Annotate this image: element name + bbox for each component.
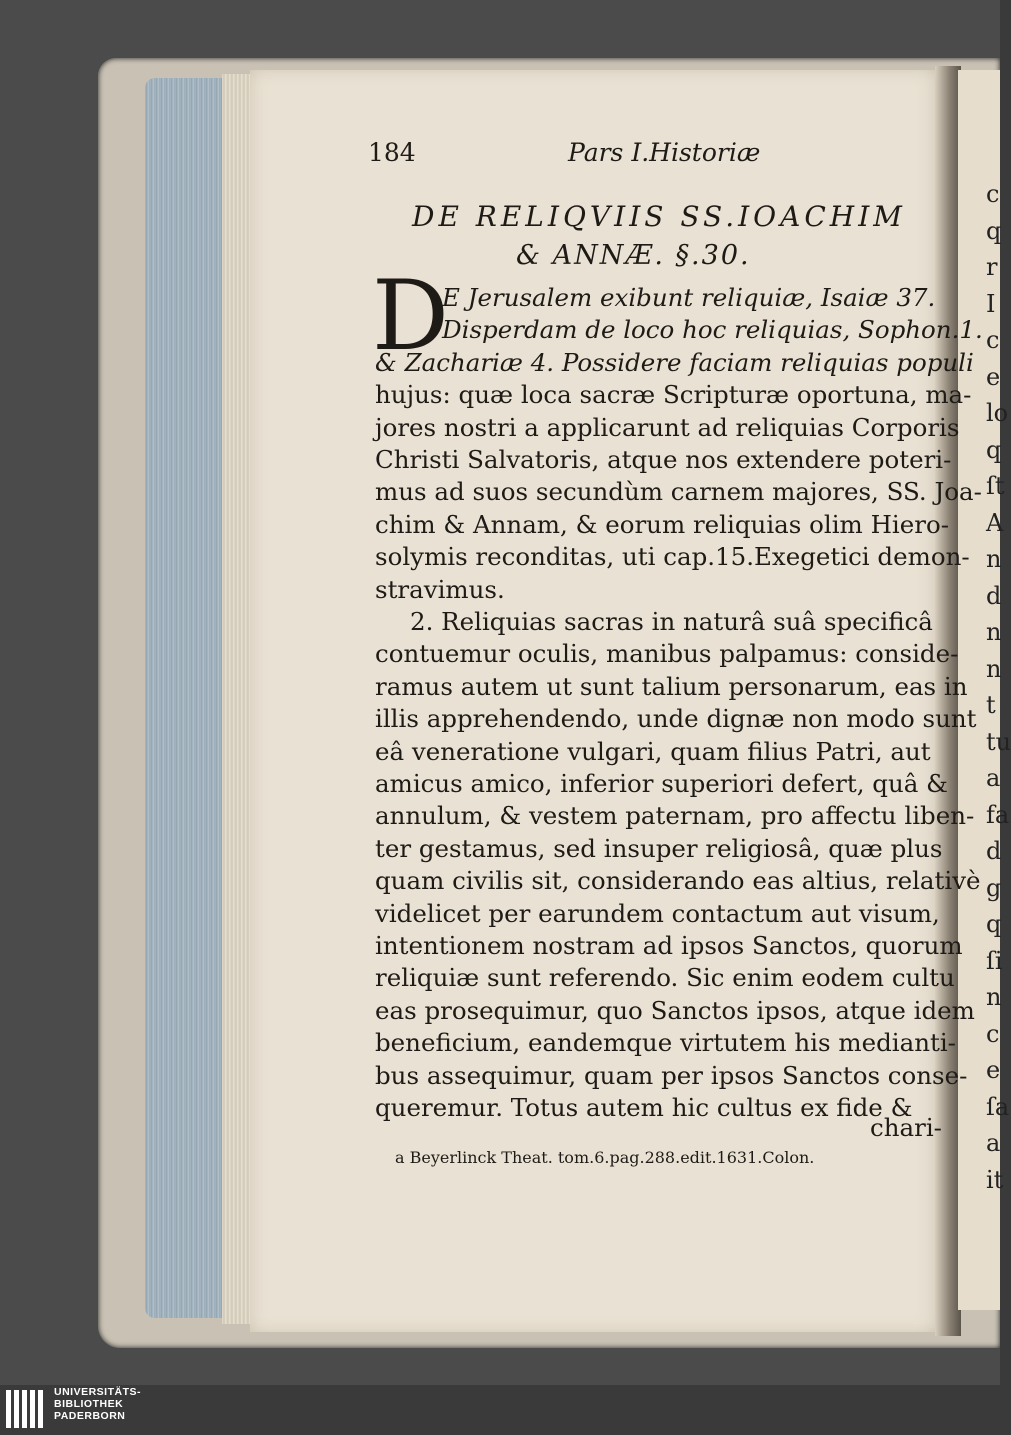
next-page-letter: a <box>986 1129 1001 1157</box>
drop-cap: D <box>372 260 449 372</box>
next-page-letter: it <box>986 1165 1004 1194</box>
footnote: a Beyerlinck Theat. tom.6.pag.288.edit.1631.Colon. <box>395 1148 815 1167</box>
next-page-letter: q <box>986 910 1002 938</box>
text-line: mus ad suos secundùm carnem majores, SS. Joa- <box>375 477 982 507</box>
text-line: ramus autem ut sunt talium personarum, eas in <box>375 671 968 701</box>
next-page-letter: fa <box>986 800 1010 829</box>
text-line: solymis reconditas, uti cap.15.Exegetici demon- <box>375 542 970 572</box>
next-page-letter: q <box>986 435 1002 464</box>
next-page-letter: I <box>986 289 996 318</box>
text-line: chim & Annam, & eorum reliquias olim Hiero- <box>375 509 950 539</box>
next-page-letter: n <box>986 983 1002 1011</box>
section-title-line1: DE RELIQVIIS SS.IOACHIM <box>412 200 906 233</box>
text-line: illis apprehendendo, unde dignæ non modo sunt <box>375 704 977 734</box>
next-page-letter: c <box>986 326 1000 354</box>
next-page-letter: r <box>986 253 998 281</box>
text-line: beneficium, eandemque virtutem his medianti- <box>375 1028 956 1058</box>
next-page-letter: a <box>986 764 1001 792</box>
next-page-letter: n <box>986 654 1002 683</box>
next-page-letter: t <box>986 691 996 719</box>
text-line: bus assequimur, quam per ipsos Sanctos conse- <box>375 1060 968 1090</box>
footer-bar <box>0 1385 1000 1435</box>
text-line: eas prosequimur, quo Sanctos ipsos, atque idem <box>375 995 975 1025</box>
text-line: Christi Salvatoris, atque nos extendere poteri- <box>375 445 952 474</box>
text-line: ter gestamus, sed insuper religiosâ, quæ plus <box>375 833 943 863</box>
next-page-letter: e <box>986 362 1001 391</box>
next-page-letter: n <box>986 618 1002 646</box>
running-head: Pars I.Historiæ <box>568 138 761 167</box>
text-line: amicus amico, inferior superiori defert, quâ & <box>375 769 948 798</box>
page-number: 184 <box>368 138 416 167</box>
section-title-line2: & ANNÆ. §.30. <box>516 240 751 271</box>
catchword: chari- <box>870 1113 942 1142</box>
text-line: 2. Reliquias sacras in naturâ suâ specificâ <box>410 607 933 636</box>
next-page-letter: ſa <box>986 1092 1010 1121</box>
text-line: contuemur oculis, manibus palpamus: conside- <box>375 639 959 669</box>
text-line: eâ veneratione vulgari, quam filius Patri, aut <box>375 736 931 766</box>
library-name-line2: BIBLIOTHEK <box>54 1398 124 1410</box>
next-page-letter: ſi <box>986 946 1003 975</box>
text-line: E Jerusalem exibunt reliquiæ, Isaiæ 37. <box>442 283 936 312</box>
text-line: hujus: quæ loca sacræ Scripturæ oportuna, ma- <box>375 380 972 410</box>
text-line: Disperdam de loco hoc reliquias, Sophon.1. <box>442 315 983 345</box>
text-line: jores nostri a applicarunt ad reliquias Corporis <box>375 412 960 442</box>
library-logo-icon <box>6 1390 48 1428</box>
text-line: stravimus. <box>375 574 505 604</box>
next-page-letter: c <box>986 180 1000 208</box>
library-name-line3: PADERBORN <box>54 1410 126 1422</box>
text-line: quam civilis sit, considerando eas altius, relativè <box>375 866 981 896</box>
next-page-letter: A <box>986 508 1004 537</box>
next-page-letter: lo <box>986 399 1009 427</box>
text-line: videlicet per earundem contactum aut visum, <box>375 898 940 928</box>
text-line: & Zachariæ 4. Possidere faciam reliquias populi <box>375 347 974 377</box>
text-line: intentionem nostram ad ipsos Sanctos, quorum <box>375 931 963 960</box>
next-page-letter: tu <box>986 727 1011 756</box>
next-page-letter: n <box>986 545 1002 573</box>
next-page-letter: g <box>986 873 1002 902</box>
next-page-letter: e <box>986 1056 1001 1084</box>
next-page-letter: d <box>986 837 1002 865</box>
next-page-letter: d <box>986 581 1002 610</box>
next-page-letter: ſt <box>986 472 1005 500</box>
next-page-letter: q <box>986 216 1002 245</box>
text-line: annulum, & vestem paternam, pro affectu liben- <box>375 801 975 831</box>
next-page-letter: c <box>986 1019 1000 1048</box>
text-line: reliquiæ sunt referendo. Sic enim eodem cultu <box>375 963 955 993</box>
library-name-line1: UNIVERSITÄTS- <box>54 1386 142 1398</box>
text-line: queremur. Totus autem hic cultus ex fide & <box>375 1093 913 1122</box>
